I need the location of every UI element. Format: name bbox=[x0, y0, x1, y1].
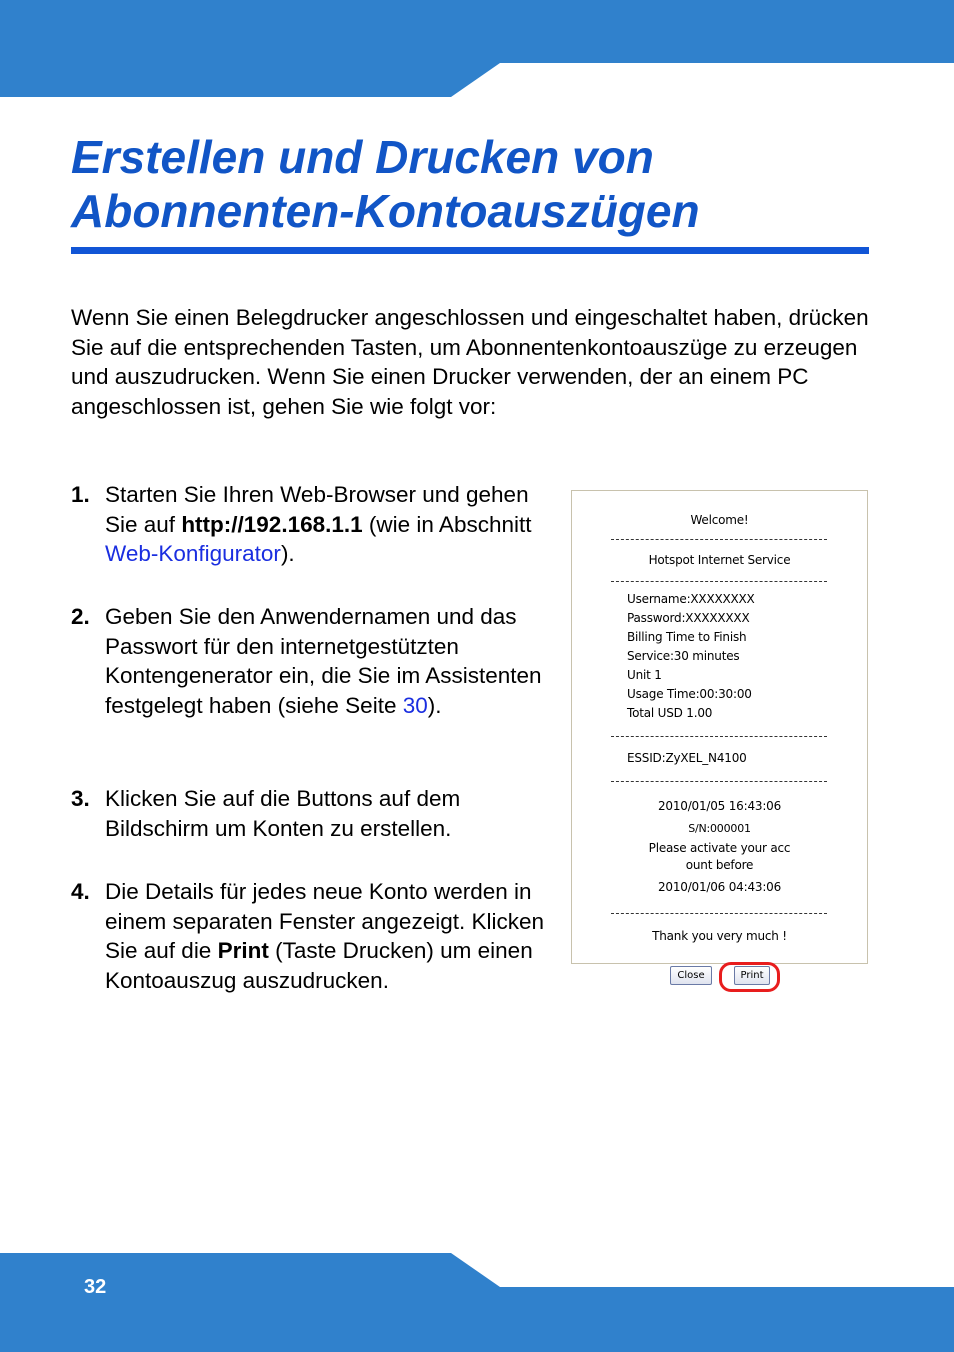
page-title-line-2: Abonnenten-Kontoauszügen bbox=[71, 185, 700, 237]
receipt-separator bbox=[611, 781, 827, 782]
page-title-line-1: Erstellen und Drucken von bbox=[71, 131, 654, 183]
step-2 bbox=[71, 602, 551, 720]
close-button[interactable]: Close bbox=[670, 966, 712, 985]
receipt-activate-line-1: Please activate your acc bbox=[648, 841, 791, 855]
step-text-part: (wie in Abschnitt bbox=[362, 511, 532, 537]
step-text: Klicken Sie auf die Buttons auf dem Bildschirm um Konten zu erstellen. bbox=[105, 786, 461, 841]
title-rule bbox=[71, 247, 869, 254]
step-text-part: ). bbox=[280, 541, 295, 567]
footer-band bbox=[0, 1253, 954, 1352]
receipt-activate-line-2: ount before bbox=[685, 858, 754, 872]
receipt-password: Password:XXXXXXXX bbox=[627, 611, 750, 625]
receipt-separator bbox=[611, 736, 827, 737]
step-text-part: ). bbox=[427, 692, 442, 718]
step-4 bbox=[71, 877, 551, 995]
step-text bbox=[105, 877, 551, 995]
receipt-essid: ESSID:ZyXEL_N4100 bbox=[627, 751, 747, 765]
step-text bbox=[105, 602, 551, 720]
step-number: 3. bbox=[71, 786, 90, 811]
receipt-date-created: 2010/01/05 16:43:06 bbox=[657, 799, 782, 813]
intro-paragraph: Wenn Sie einen Belegdrucker angeschlossen und eingeschaltet haben, drücken Sie auf die entsprechenden Tasten, um Abonnentenkontoauszüge zu erzeugen und auszudrucken. Wenn Sie einen Drucker verwenden, der an einem PC angeschlossen ist, gehen Sie wie folgt vor: bbox=[71, 305, 869, 419]
print-button[interactable]: Print bbox=[734, 966, 770, 985]
receipt-separator bbox=[611, 539, 827, 540]
receipt-billing: Billing Time to Finish bbox=[627, 630, 747, 644]
receipt-screenshot bbox=[568, 490, 870, 992]
print-term: Print bbox=[217, 938, 269, 964]
print-highlight-circle bbox=[719, 962, 780, 992]
receipt-separator bbox=[611, 581, 827, 582]
receipt-total: Total USD 1.00 bbox=[627, 706, 713, 720]
receipt-panel bbox=[571, 490, 868, 964]
page-30-link[interactable]: 30 bbox=[402, 692, 428, 718]
step-text-part: (Taste Drucken) um einen Kontoauszug auszudrucken. bbox=[105, 938, 533, 993]
step-text-part: Die Details für jedes neue Konto werden in einem separaten Fenster angezeigt. Klicken Sie auf die bbox=[105, 879, 545, 964]
step-1 bbox=[71, 480, 551, 569]
receipt-separator bbox=[611, 913, 827, 914]
receipt-welcome: Welcome! bbox=[690, 513, 749, 527]
page-title bbox=[71, 130, 891, 238]
step-text-part: Geben Sie den Anwendernamen und das Passwort für den internetgestützten Kontengenerator ein, die Sie im Assistenten festgelegt haben (siehe Seite bbox=[105, 604, 542, 718]
step-text-part: Starten Sie Ihren Web-Browser und gehen Sie auf bbox=[105, 482, 529, 537]
step-number: 4. bbox=[71, 879, 90, 904]
header-band bbox=[0, 0, 954, 97]
receipt-usage: Usage Time:00:30:00 bbox=[627, 687, 752, 701]
receipt-date-expire: 2010/01/06 04:43:06 bbox=[657, 880, 782, 894]
receipt-thanks: Thank you very much ! bbox=[652, 929, 787, 943]
page-number: 32 bbox=[84, 1276, 107, 1298]
web-configurator-link[interactable]: Web-Konfigurator bbox=[105, 541, 281, 567]
step-number: 1. bbox=[71, 482, 90, 507]
receipt-username: Username:XXXXXXXX bbox=[627, 592, 755, 606]
receipt-unit: Unit 1 bbox=[627, 668, 662, 682]
step-text bbox=[105, 480, 551, 569]
url-text: http://192.168.1.1 bbox=[181, 511, 363, 537]
receipt-service: Service:30 minutes bbox=[627, 649, 740, 663]
receipt-service-title: Hotspot Internet Service bbox=[648, 553, 791, 567]
receipt-serial: S/N:000001 bbox=[688, 822, 751, 835]
step-3 bbox=[71, 784, 551, 843]
step-number: 2. bbox=[71, 604, 90, 629]
